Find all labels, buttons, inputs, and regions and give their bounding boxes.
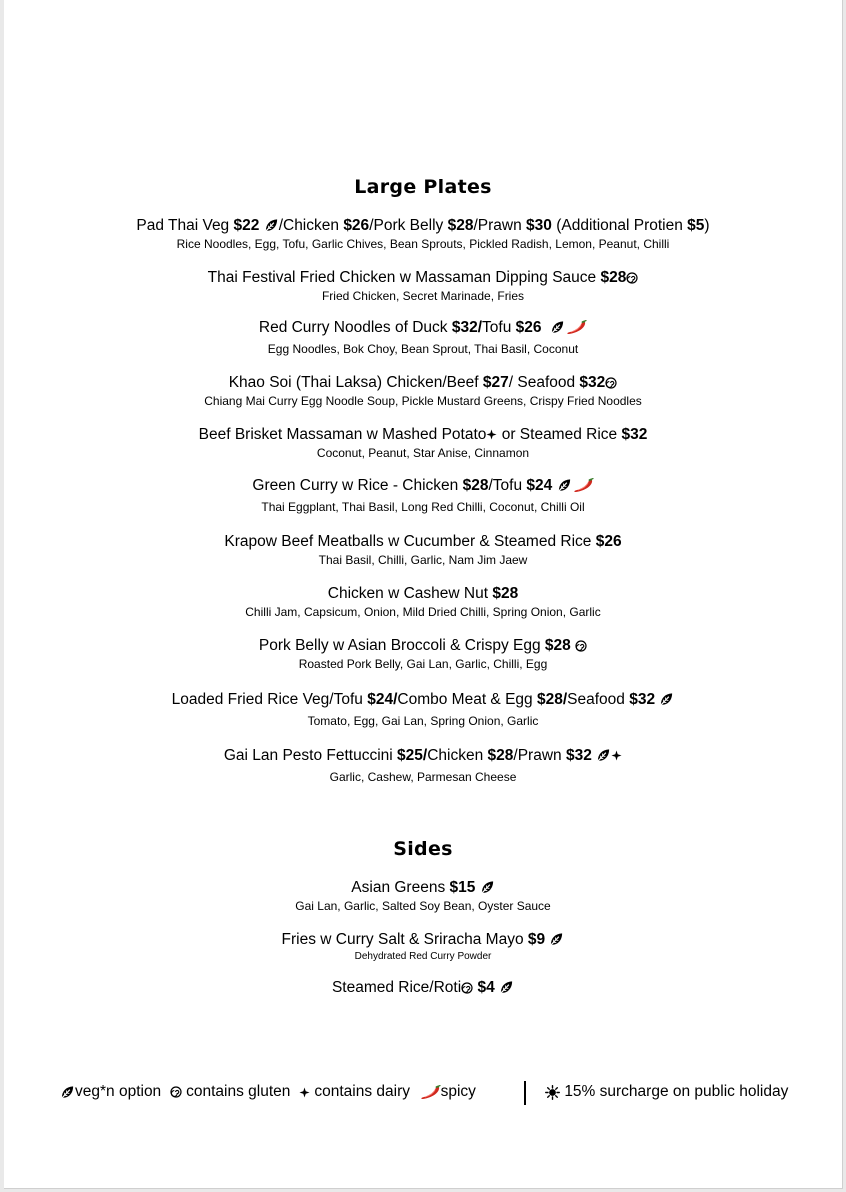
menu-item-description: Chiang Mai Curry Egg Noodle Soup, Pickle Mustard Greens, Crispy Fried Noodles xyxy=(204,394,642,408)
menu-item-text: Gai Lan Pesto Fettuccini xyxy=(223,747,398,764)
menu-item-price: $32 xyxy=(621,426,648,443)
menu-item-text: Pork Belly w Asian Broccoli & Crispy Egg xyxy=(258,637,545,654)
menu-item-name xyxy=(4,216,842,235)
menu-item xyxy=(4,690,842,729)
menu-item xyxy=(4,373,842,409)
menu-item-text: Chicken w Cashew Nut xyxy=(327,585,493,602)
menu-item-description: Tomato, Egg, Gai Lan, Spring Onion, Garlic xyxy=(307,714,539,728)
menu-item-text: Steamed Rice/Roti xyxy=(331,979,462,996)
sides-heading: Sides xyxy=(393,838,453,860)
surcharge-note xyxy=(545,1083,788,1101)
menu-item xyxy=(4,636,842,672)
menu-item-price: $4 xyxy=(477,979,495,996)
menu-item-name xyxy=(4,978,842,997)
menu-item-text: /Chicken xyxy=(278,217,344,234)
menu-item-price: $28 xyxy=(487,747,514,764)
menu-page xyxy=(4,0,843,1189)
large-plates-heading: Large Plates xyxy=(354,176,492,198)
menu-item-text: Chicken xyxy=(427,747,488,764)
menu-item xyxy=(4,268,842,304)
gluten-swirl-icon xyxy=(626,272,638,284)
menu-item-text: /Pork Belly xyxy=(369,217,448,234)
legend-veg-label: veg*n option xyxy=(75,1083,162,1100)
menu-item-name xyxy=(4,268,842,287)
menu-item-name xyxy=(4,318,842,337)
sunburst-icon xyxy=(545,1085,560,1100)
menu-item-text: Seafood xyxy=(567,691,630,708)
leaf-icon xyxy=(659,692,674,707)
dietary-legend xyxy=(4,1081,842,1105)
menu-item-name xyxy=(4,425,842,444)
menu-item xyxy=(4,476,842,515)
menu-item-price: $24 xyxy=(526,477,553,494)
legend-dairy-label: contains dairy xyxy=(314,1083,410,1100)
menu-item-text: Red Curry Noodles of Duck xyxy=(258,319,452,336)
menu-item-text: Combo Meat & Egg xyxy=(397,691,537,708)
leaf-icon xyxy=(549,932,564,947)
menu-item-text: Tofu xyxy=(482,319,516,336)
dairy-sparkle-icon xyxy=(486,429,497,440)
menu-item xyxy=(4,584,842,620)
menu-item-text: /Tofu xyxy=(488,477,527,494)
menu-item-price: $28 xyxy=(462,477,489,494)
dairy-sparkle-icon xyxy=(611,750,622,761)
menu-item-price: $28 xyxy=(600,269,627,286)
chilli-icon xyxy=(572,478,594,493)
menu-item-price: $9 xyxy=(527,931,546,948)
legend-spicy-label: spicy xyxy=(440,1083,476,1100)
menu-item-description: Dehydrated Red Curry Powder xyxy=(354,951,492,962)
chilli-icon xyxy=(565,320,587,335)
surcharge-label: 15% surcharge on public holiday xyxy=(564,1083,789,1100)
menu-item-text: Asian Greens xyxy=(351,879,450,896)
menu-item-text: Khao Soi (Thai Laksa) Chicken/Beef xyxy=(228,374,483,391)
menu-item-price: $15 xyxy=(449,879,476,896)
menu-item-price: $26 xyxy=(343,217,370,234)
menu-item xyxy=(4,930,842,963)
menu-item-text: Beef Brisket Massaman w Mashed Potato xyxy=(198,426,487,443)
menu-item-price: $32 xyxy=(565,747,592,764)
menu-item-name xyxy=(4,878,842,897)
menu-item-text: /Prawn xyxy=(473,217,527,234)
menu-item-text: Krapow Beef Meatballs w Cucumber & Steamed Rice xyxy=(224,533,596,550)
menu-item-price: $28/ xyxy=(536,691,568,708)
menu-item-description: Thai Basil, Chilli, Garlic, Nam Jim Jaew xyxy=(318,553,528,567)
gluten-swirl-icon xyxy=(170,1086,182,1098)
menu-item-price: $26 xyxy=(595,533,622,550)
menu-item-name xyxy=(4,930,842,949)
menu-item xyxy=(4,532,842,568)
menu-item-text: / Seafood xyxy=(508,374,580,391)
menu-item xyxy=(4,216,842,252)
menu-item-text: Green Curry w Rice - Chicken xyxy=(252,477,463,494)
menu-item-description: Rice Noodles, Egg, Tofu, Garlic Chives, Bean Sprouts, Pickled Radish, Lemon, Peanut, Chilli xyxy=(176,237,670,251)
menu-item-text xyxy=(542,319,551,336)
menu-item-text: Loaded Fried Rice Veg/Tofu xyxy=(171,691,368,708)
menu-item-price: $32 xyxy=(579,374,606,391)
legend-divider xyxy=(524,1081,526,1105)
menu-item-text: Fries w Curry Salt & Sriracha Mayo xyxy=(281,931,528,948)
menu-item-description: Egg Noodles, Bok Choy, Bean Sprout, Thai Basil, Coconut xyxy=(267,342,579,356)
menu-item-description: Thai Eggplant, Thai Basil, Long Red Chilli, Coconut, Chilli Oil xyxy=(261,500,585,514)
menu-item-text: Pad Thai Veg xyxy=(136,217,234,234)
leaf-icon xyxy=(480,880,495,895)
menu-item-name xyxy=(4,476,842,495)
menu-item-price: $26 xyxy=(515,319,542,336)
leaf-icon xyxy=(557,478,572,493)
menu-item-price: $22 xyxy=(233,217,260,234)
gluten-swirl-icon xyxy=(461,982,473,994)
menu-item xyxy=(4,318,842,357)
menu-item-price: $27 xyxy=(482,374,509,391)
menu-item-text: ) xyxy=(704,217,710,234)
menu-item-description: Garlic, Cashew, Parmesan Cheese xyxy=(329,770,517,784)
menu-item-name xyxy=(4,373,842,392)
menu-item-price: $24/ xyxy=(367,691,398,708)
chilli-icon xyxy=(419,1085,441,1100)
gluten-swirl-icon xyxy=(575,640,587,652)
menu-item xyxy=(4,978,842,997)
menu-item xyxy=(4,746,842,785)
menu-item-price: $32/ xyxy=(451,319,483,336)
leaf-icon xyxy=(499,980,514,995)
menu-item-description: Coconut, Peanut, Star Anise, Cinnamon xyxy=(316,446,530,460)
menu-item-name xyxy=(4,532,842,551)
menu-item-price: $30 xyxy=(526,217,552,234)
menu-item-price: $32 xyxy=(629,691,656,708)
menu-item xyxy=(4,425,842,461)
leaf-icon xyxy=(596,748,611,763)
menu-item-name xyxy=(4,636,842,655)
leaf-icon xyxy=(550,320,565,335)
menu-item-description: Chilli Jam, Capsicum, Onion, Mild Dried Chilli, Spring Onion, Garlic xyxy=(245,605,601,619)
menu-item-text: or Steamed Rice xyxy=(497,426,622,443)
menu-item-price: $5 xyxy=(687,217,705,234)
menu-item-price: $25/ xyxy=(397,747,428,764)
menu-item-description: Roasted Pork Belly, Gai Lan, Garlic, Chilli, Egg xyxy=(298,657,548,671)
menu-item-text: (Additional Protien xyxy=(551,217,688,234)
menu-item-name xyxy=(4,690,842,709)
menu-item-description: Fried Chicken, Secret Marinade, Fries xyxy=(321,289,525,303)
menu-item xyxy=(4,878,842,914)
leaf-icon xyxy=(264,218,279,233)
menu-item-text: /Prawn xyxy=(513,747,566,764)
menu-item-price: $28 xyxy=(492,585,519,602)
menu-item-name xyxy=(4,746,842,765)
menu-item-text: Thai Festival Fried Chicken w Massaman Dipping Sauce xyxy=(207,269,601,286)
legend-key xyxy=(60,1083,476,1101)
gluten-swirl-icon xyxy=(605,377,617,389)
legend-gluten-label: contains gluten xyxy=(186,1083,291,1100)
menu-item-description: Gai Lan, Garlic, Salted Soy Bean, Oyster Sauce xyxy=(295,899,551,913)
menu-item-price: $28 xyxy=(447,217,474,234)
leaf-icon xyxy=(60,1085,75,1100)
menu-item-name xyxy=(4,584,842,603)
dairy-sparkle-icon xyxy=(299,1087,310,1098)
menu-item-price: $28 xyxy=(544,637,571,654)
